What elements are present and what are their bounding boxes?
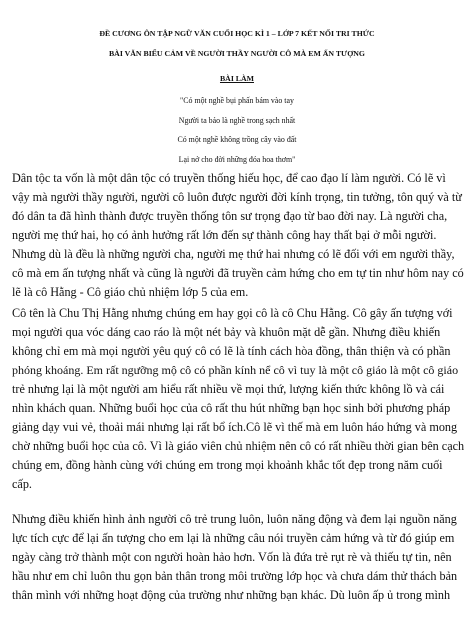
- paragraph-2-line: phóng khoáng. Em rất ngưỡng mộ cô có phần kính nể cô vì tuy là một cô giáo là một cô giáo: [12, 363, 459, 377]
- paragraph-3-line: ngày càng trở thành một con người hoàn hảo hơn. Vốn là đứa trẻ rụt rè và thiếu tự tin, nên: [12, 550, 452, 564]
- paragraph-1-line: vậy mà người thầy người, người cô luôn được người đời kính trọng, tin tưởng, tôn quý và từ: [12, 190, 462, 204]
- paragraph-2-line: chúng em, đồng hành cùng với chúng em trong mọi khoảnh khắc tốt đẹp trong năm cuối: [12, 458, 443, 472]
- document-title: ĐỀ CƯƠNG ÔN TẬP NGỮ VĂN CUỐI HỌC KÌ 1 – LỚP 7 KẾT NỐI TRI THỨC: [99, 29, 375, 38]
- answer-heading: BÀI LÀM: [219, 74, 254, 83]
- essay-topic: BÀI VĂN BIỂU CẢM VỀ NGƯỜI THẦY NGƯỜI CÔ MÀ EM ẤN TƯỢNG: [108, 49, 365, 58]
- paragraph-1-line: người mẹ thứ hai, họ có ảnh hưởng rất lớn đến sự thành công hay thất bại ở mỗi người.: [12, 228, 437, 242]
- paragraph-3-line: Nhưng điều khiến hình ảnh người cô trẻ trung luôn, luôn năng động và đem lại nguồn năng: [12, 512, 457, 526]
- opening-poem: [0, 91, 474, 170]
- paragraph-1-line: Dân tộc ta vốn là một dân tộc có truyền thống hiếu học, để cao đạo lí làm người. Có lẽ vì: [12, 171, 446, 185]
- paragraph-2-line: trẻ nhưng lại là một người am hiểu rất nhiều về mọi thứ, lượng kiến thức không lồ và cái: [12, 382, 445, 396]
- paragraph-2-line: giảng dạy vui vẻ, thoải mái nhưng lại rất bổ ích.Cô lẽ vì thế mà em luôn háo hứng và mong: [12, 420, 458, 434]
- paragraph-1-line: lẽ là cô Hằng - Cô giáo chủ nhiệm lớp 5 của em.: [12, 285, 249, 299]
- paragraph-2-line: không chỉ em mà mọi người yêu quý cô có lẽ là tính cách hòa đồng, thân thiện và có phần: [12, 344, 451, 358]
- poem-line: Lại nở cho đời những đóa hoa thơm": [178, 155, 296, 165]
- paragraph-2-line: chờ những buổi học của cô. Vì là giáo viên chủ nhiệm nên cô có rất nhiều thời gian bên cạch: [12, 439, 465, 453]
- poem-line: Có một nghề không trồng cây vào đất: [177, 135, 297, 145]
- paragraph-3-line: hầu như em chỉ luôn thu gọn bản thân trong môi trường lớp học và chưa dám thử thách bản: [12, 569, 458, 583]
- paragraph-1-line: Nhưng dù là đều là những người cha, người mẹ thứ hai nhưng có lẽ đối với em người thầy,: [12, 247, 455, 261]
- paragraph-2-line: cấp.: [12, 477, 32, 491]
- poem-line: Người ta bảo là nghề trong sạch nhất: [178, 115, 296, 125]
- paragraph-2-line: nhìn khách quan. Những buổi học của cô rất thu hút những bạn học sinh bởi phương pháp: [12, 401, 451, 415]
- paragraph-1-line: cô mà em ấn tượng nhất và cũng là người đã truyền cảm hứng cho em tự tin như hôm nay có: [12, 266, 464, 280]
- paragraph-3-line: thân mình với những hoạt động của trường như những bạn khác. Dù luôn ấp ủ trong mình: [12, 588, 451, 602]
- poem-line: "Có một nghề bụi phấn bám vào tay: [180, 96, 294, 105]
- paragraph-3-line: lực tích cực để lại ấn tượng cho em lại là những câu nói truyền cảm hứng và từ đó giúp em: [12, 531, 455, 545]
- paragraph-2-line: mọi người qua vóc dáng cao ráo là một nét bảy và khuôn mặt dễ gần. Nhưng điều khiến: [12, 325, 441, 339]
- paragraph-1-line: đó dân ta đã hình thành được truyền thống tôn sư trọng đạo từ bao đời nay. Là người cha,: [12, 209, 448, 223]
- paragraph-2-line: Cô tên là Chu Thị Hằng nhưng chúng em hay gọi cô là cô Chu Hằng. Cô gây ấn tượng với: [12, 306, 453, 320]
